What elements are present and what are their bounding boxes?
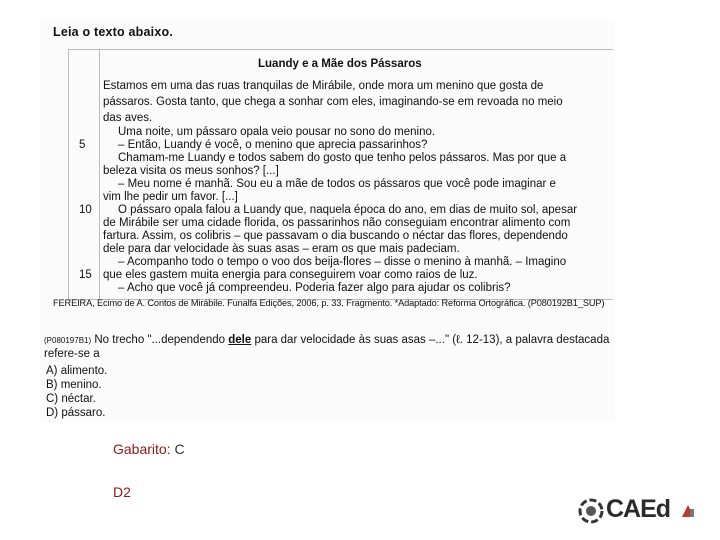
- text-title: Luandy e a Mãe dos Pássaros: [258, 58, 422, 70]
- answer-key: [113, 441, 185, 457]
- text-line: dele para dar velocidade às suas asas – eram os que mais padeciam.: [103, 243, 460, 255]
- text-line: – Meu nome é manhã. Sou eu a mãe de todos os pássaros que você pode imaginar e: [118, 178, 556, 190]
- line-number: 10: [79, 204, 92, 216]
- descriptor-code: D2: [113, 484, 131, 500]
- option-a: A) alimento.: [46, 365, 108, 377]
- text-line: de Mirábile ser uma cidade florida, os passarinhos não conseguiam encontrar alimento com: [103, 217, 571, 229]
- text-line: – Acho que você já compreendeu. Poderia fazer algo para ajudar os colibris?: [118, 282, 511, 294]
- text-line: pássaros. Gosta tanto, que chega a sonhar com eles, imaginando-se em revoada no meio: [103, 96, 563, 108]
- line-number-gutter: [99, 50, 100, 299]
- source-citation: FEREIRA, Ecimo de A. Contos de Mirábile. Funalfa Edições, 2006, p. 33. Fragmento. *Adaptado: Reforma Ortográfica. (P080192B1_SUP): [53, 298, 605, 308]
- text-line: O pássaro opala falou a Luandy que, naquela época do ano, em dias de muito sol, apesar: [118, 204, 578, 216]
- text-line: Estamos em uma das ruas tranquilas de Mirábile, onde mora um menino que gosta de: [103, 80, 544, 92]
- answer-label: Gabarito:: [113, 441, 171, 457]
- text-line: das aves.: [103, 112, 153, 124]
- text-line: que eles gastem muita energia para conseguirem voar como raios de luz.: [103, 269, 478, 281]
- instruction-text: Leia o texto abaixo.: [53, 25, 174, 39]
- option-d: D) pássaro.: [46, 407, 106, 419]
- logo-text: CAEd: [606, 495, 671, 523]
- question-keyword: dele: [228, 334, 252, 346]
- text-line: – Então, Luandy é você, o menino que aprecia passarinhos?: [118, 139, 428, 151]
- text-line: Chamam-me Luandy e todos sabem do gosto que tenho pelos pássaros. Mas por que a: [118, 152, 567, 164]
- text-line: fartura. Assim, os colibris – que passavam o dia buscando o néctar das flores, dependendo: [103, 230, 568, 242]
- option-b: B) menino.: [46, 379, 102, 391]
- line-number: 15: [79, 269, 92, 281]
- text-line: vim lhe pedir um favor. [...]: [103, 191, 238, 203]
- line-number: 5: [79, 139, 86, 151]
- text-line: Uma noite, um pássaro opala veio pousar no sono do menino.: [118, 126, 436, 138]
- question-code: (P080197B1): [44, 336, 92, 345]
- answer-value: C: [174, 441, 185, 457]
- text-line: – Acompanho todo o tempo o voo dos beija-flores – disse o menino à manhã. – Imagino: [118, 256, 567, 268]
- text-line: beleza visita os meus sonhos? [...]: [103, 165, 279, 177]
- question-text-after: para dar velocidade às suas asas –..." (ℓ. 12-13), a palavra destacada: [251, 334, 610, 346]
- option-c: C) néctar.: [46, 393, 96, 405]
- question-stem-line2: refere-se a: [44, 348, 100, 360]
- question-stem: [44, 334, 609, 346]
- question-text-before: No trecho "...dependendo: [91, 334, 229, 346]
